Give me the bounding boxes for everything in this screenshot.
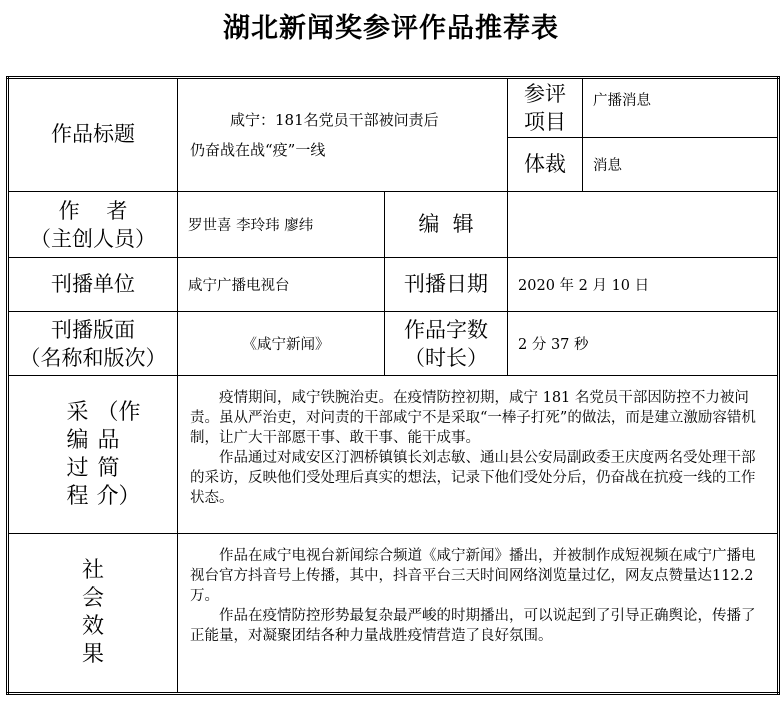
pub-date-label: 刊播日期 <box>385 258 508 312</box>
document-title: 湖北新闻奖参评作品推荐表 <box>223 13 559 44</box>
editor-label: 编 辑 <box>385 192 508 258</box>
effect-paragraph-2: 作品在疫情防控形势最复杂最严峻的时期播出，可以说起到了引导正确舆论，传播了正能量，对凝聚团结各种力量战胜疫情营造了良好氛围。 <box>190 608 756 644</box>
process-label-a: 采编过程 <box>66 399 89 509</box>
pub-date-value: 2020 年 2 月 10 日 <box>508 258 779 312</box>
work-title-value <box>178 78 508 192</box>
process-text <box>178 376 779 534</box>
publisher-label: 刊播单位 <box>8 258 178 312</box>
length-label: 作品字数 （时长） <box>385 312 508 376</box>
process-paragraph-2: 作品通过对咸安区汀泗桥镇镇长刘志敏、通山县公安局副政委王庆度两名受处理干部的采访，反映他们受处理后真实的想法，记录下他们受处分后，仍奋战在抗疫一线的工作状态。 <box>190 450 756 506</box>
authors-value: 罗世喜 李玲玮 廖纬 <box>178 192 385 258</box>
editor-value <box>508 192 779 258</box>
process-label-b: （作品简介） <box>96 399 141 509</box>
genre-label: 体裁 <box>508 138 583 192</box>
work-title-line2: 仍奋战在战“疫”一线 <box>190 141 326 159</box>
author-label: 作 者 （主创人员） <box>8 192 178 258</box>
recommendation-form-table <box>6 76 780 695</box>
work-title-label: 作品标题 <box>8 78 178 192</box>
category-value: 广播消息 <box>583 78 779 138</box>
effect-text <box>178 534 779 694</box>
category-label: 参评项目 <box>508 78 583 138</box>
length-value: 2 分 37 秒 <box>508 312 779 376</box>
edition-label: 刊播版面 （名称和版次） <box>8 312 178 376</box>
effect-paragraph-1: 作品在咸宁电视台新闻综合频道《咸宁新闻》播出，并被制作成短视频在咸宁广播电视台官方抖音号上传播，其中，抖音平台三天时间网络浏览量过亿，网友点赞量达112.2万。 <box>190 548 756 604</box>
process-label <box>8 376 178 534</box>
edition-value: 《咸宁新闻》 <box>178 312 385 376</box>
work-title-line1: 咸宁：181名党员干部被问责后 <box>230 111 439 129</box>
publisher-value: 咸宁广播电视台 <box>178 258 385 312</box>
genre-value: 消息 <box>583 138 779 192</box>
effect-label: 社会效果 <box>8 534 178 694</box>
process-paragraph-1: 疫情期间，咸宁铁腕治吏。在疫情防控初期，咸宁 181 名党员干部因防控不力被问责。虽从严治吏，对问责的干部咸宁不是采取“一棒子打死”的做法，而是建立激励容错机制，让广大干部愿干事、敢干事、能干成事。 <box>190 390 756 446</box>
